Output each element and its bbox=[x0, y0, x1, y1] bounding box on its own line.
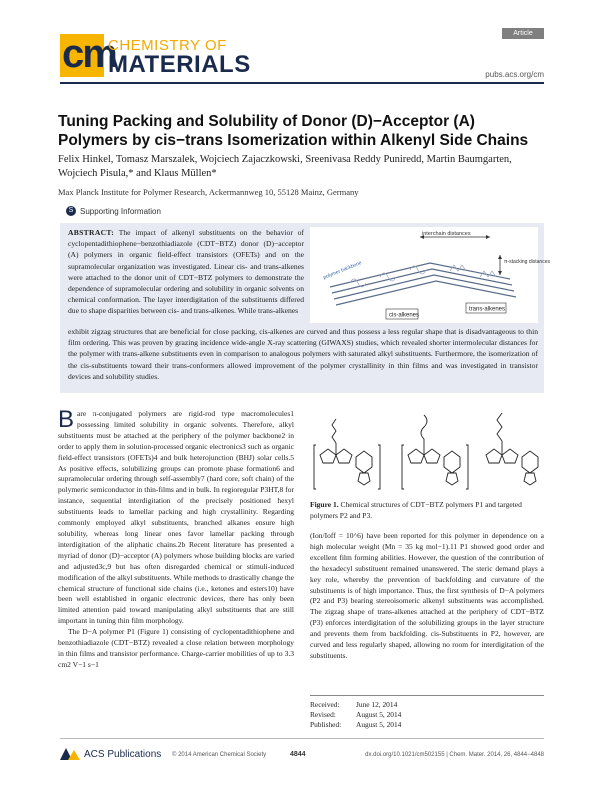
figure-caption-text: Chemical structures of CDT−BTZ polymers P1 and targeted polymers P2 and P3. bbox=[310, 500, 522, 520]
abstract-text-part2: exhibit zigzag structures that are beneficial for close packing, cis-alkenes are curved and thus possess a less regular shape that is disadvantageous to thin film ordering. This was proven by grazing incidence wide-angle X-ray scattering (GIWAXS) studies, which revealed shorter intermolecular distances for the polymer with trans-alkene substituents even in comparison to analogous polymers with saturated alkyl substituents. Furthermore, the isomerization of the cis-substituents toward their trans-conformers allowed improvement of the polymer crystallinity in thin films and was investigated in transistor devices and solubility studies. bbox=[68, 327, 538, 381]
figure-1 bbox=[308, 405, 544, 489]
supporting-info-label: Supporting Information bbox=[80, 206, 161, 216]
body-paragraph-1: are π-conjugated polymers are rigid-rod type macromolecules1 possessing limited solubility in organic solvents. Therefore, alkyl substituents must be attached at the periphery of the polymer backbone2 in order to apply them in solution-processed organic electronics3 such as organic field-effect transistors (OFETs)4 and bulk heterojunction (BHJ) solar cells.5 As positive effects, solubilizing groups can promote phase formation6 and supramolecular ordering through self-assembly7 (hard core, soft chain) of the polymeric semiconductor in thin-films and in bulk. In regioregular P3HT,8 for instance, sequential interdigitation of the precisely positioned hexyl substituents leads to lamellar packing and high crystallinity. Regarding commonly employed alkyl substituents, branched alkanes ensure high solubility, whereas long linear ones favor lamellar packing through interdigitation of the aliphatic chains.2b Recent literature has presented a myriad of donor (D)−acceptor (A) polymers whose building blocks are varied and adjusted3c,9 but has often disregarded chemical or stimuli-induced modification of the alkyl substituents. While methods to drastically change the chemical structure of functional side chains (i.e., ketones and esters10) have been well established in organic electronic devices, there has only been limited attention paid toward manipulating alkyl substituents that are still important in tuning thin film morphology. bbox=[58, 409, 294, 626]
history-revised: Revised: August 5, 2014 bbox=[310, 710, 402, 719]
supporting-information-link[interactable] bbox=[66, 206, 161, 216]
polymer-ribbons bbox=[330, 263, 516, 305]
structure-p2 bbox=[408, 415, 460, 485]
abstract-label: ABSTRACT: bbox=[68, 228, 115, 237]
header-divider bbox=[60, 82, 544, 84]
toc-label-interchain: interchain distances bbox=[422, 231, 471, 237]
publisher-name: ACS Publications bbox=[84, 748, 162, 760]
drop-cap: B bbox=[58, 406, 75, 433]
toc-label-backbone: polymer backbone bbox=[322, 259, 363, 281]
structure-p3 bbox=[486, 413, 538, 485]
author-list: Felix Hinkel, Tomasz Marszalek, Wojciech Zajaczkowski, Sreenivasa Reddy Puniredd, Martin Baumgarten, Wojciech Pisula,* and Klaus Müllen* bbox=[58, 154, 512, 179]
history-received: Received: June 12, 2014 bbox=[310, 700, 398, 709]
abstract-text-part1 bbox=[68, 227, 304, 317]
copyright-notice: © 2014 American Chemical Society bbox=[172, 752, 267, 758]
toc-label-trans: trans-alkenes bbox=[469, 306, 506, 313]
toc-label-cis: cis-alkenes bbox=[389, 312, 420, 319]
article-title: Tuning Packing and Solubility of Donor (D)−Acceptor (A) Polymers by cis−trans Isomerization within Alkenyl Side Chains bbox=[58, 113, 529, 149]
abstract-box bbox=[60, 223, 550, 393]
structure-p1 bbox=[320, 419, 372, 485]
body-right-column: (Ion/Ioff = 10^6) have been reported for this polymer in dependence on a high molecular weight (Mn = 35 kg mol−1).11 P1 showed good order and excellent film forming abilities. However, the question of the contribution of the hexadecyl substituent remained unanswered. The steric demand plays a key role, whereby the prevention of backfolding and curvature of the substituents is of high importance. Thus, the first synthesis of D−A polymers (P2 and P3) bearing stereoisomeric alkenyl substituents was accomplished. The zigzag shape of trans-alkenes attached at the periphery of CDT−BTZ (P3) enforces interdigitation of the solubilizing groups in the layer structure and prevents them from backfolding. cis-Substituents in P2, however, are curved and less regularly shaped, allowing no room for interdigitation of the substituents. bbox=[310, 531, 544, 660]
figure-1-caption bbox=[310, 500, 544, 521]
history-published: Published: August 5, 2014 bbox=[310, 720, 402, 729]
footer-divider bbox=[60, 738, 544, 739]
journal-url-link[interactable]: pubs.acs.org/cm bbox=[485, 70, 544, 79]
journal-logo: cm bbox=[62, 32, 116, 76]
toc-graphic bbox=[310, 227, 550, 323]
affiliation: Max Planck Institute for Polymer Research, Ackermannweg 10, 55128 Mainz, Germany bbox=[58, 187, 359, 197]
acs-publications-logo[interactable] bbox=[60, 748, 161, 760]
abstract-body-part1: The impact of alkenyl substituents on the behavior of cyclopentadithiophene−benzothiadiazole (CDT−BTZ) donor (D)−acceptor (A) polymers in organic field-effect transistors (OFETs) and on the supramolecular organization was investigated. Linear cis- and trans-alkenes were attached to the donor unit of CDT−BTZ polymers to demonstrate the dependence of supramolecular ordering and solubility in organic solvents on chemical conformation. The layer interdigitation of the substituents differed due to shape disparities between cis- and trans-alkenes. While trans-alkenes bbox=[68, 228, 304, 316]
figure-caption-label: Figure 1. bbox=[310, 500, 339, 509]
body-paragraph-2: The D−A polymer P1 (Figure 1) consisting of cyclopentadithiophene and benzothiadiazole (CDT−BTZ) revealed a close relation between morphology in thin films and transistor performance. Charge-carrier mobilities of up to 3.3 cm2 V−1 s−1 bbox=[58, 627, 294, 669]
body-left-column bbox=[58, 406, 294, 671]
page-number: 4844 bbox=[290, 751, 306, 758]
journal-name-line2: MATERIALS bbox=[108, 51, 251, 78]
supporting-info-icon: S bbox=[66, 206, 76, 216]
figure-1-structures bbox=[308, 405, 544, 489]
article-type-badge: Article bbox=[502, 28, 544, 39]
acs-icon bbox=[60, 748, 80, 760]
journal-name-line1: CHEMISTRY OF bbox=[108, 37, 227, 54]
toc-label-pistacking: π-stacking distances bbox=[504, 259, 550, 265]
article-history bbox=[310, 695, 544, 730]
doi-citation[interactable]: dx.doi.org/10.1021/cm502155 | Chem. Mater. 2014, 26, 4844−4848 bbox=[365, 752, 544, 758]
toc-graphic-svg bbox=[310, 227, 550, 323]
